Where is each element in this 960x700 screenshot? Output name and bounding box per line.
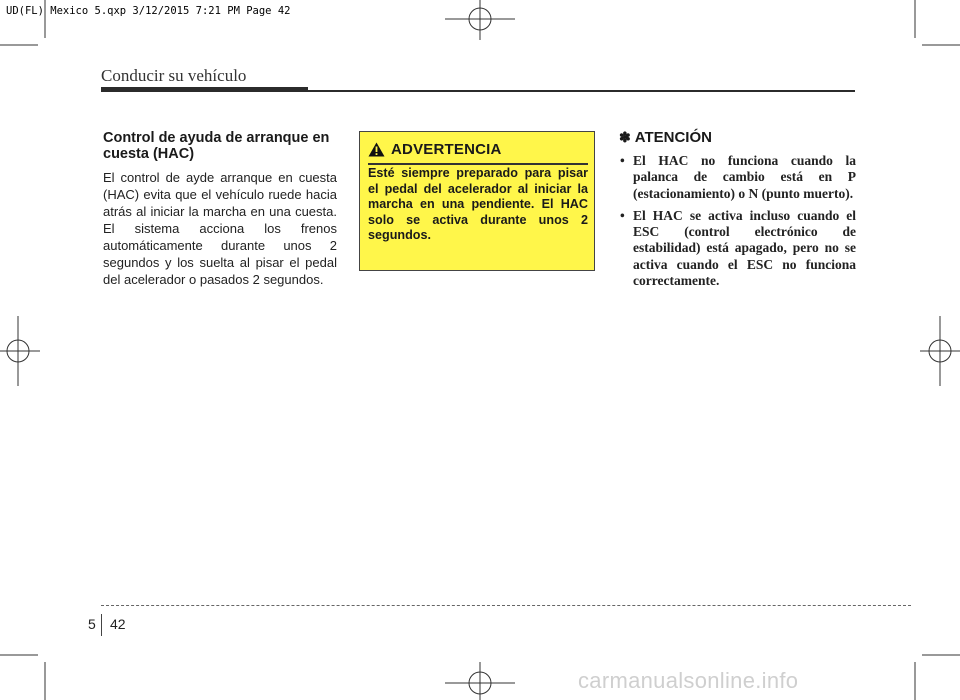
- attention-title-text: ATENCIÓN: [634, 129, 712, 146]
- warning-label: ADVERTENCIA: [391, 141, 502, 158]
- footer-divider: [101, 614, 102, 636]
- footer-rule: [101, 605, 911, 606]
- list-item: [619, 208, 856, 289]
- attention-list: [619, 153, 856, 289]
- attention-star-icon: ✽: [619, 129, 631, 145]
- list-item-text: El HAC se activa incluso cuando el ESC (control electrónico de estabilidad) está apagado, pero no se activa cuando el ESC no funciona correctamente.: [633, 207, 856, 289]
- list-item: [619, 153, 856, 202]
- hac-section-title: Control de ayuda de arranque en cuesta (HAC): [103, 130, 330, 162]
- list-item-text: El HAC no funciona cuando la palanca de cambio está en P (estacionamiento) o N (punto muerto).: [633, 153, 856, 201]
- warning-box: [359, 131, 595, 271]
- page-number: 42: [110, 616, 126, 632]
- warning-header: [368, 141, 502, 158]
- warning-text: Esté siempre preparado para pisar el pedal del acelerador al iniciar la marcha en una pendiente. El HAC solo se activa durante unos 2 segundos.: [368, 166, 588, 243]
- warning-triangle-icon: [368, 142, 385, 157]
- watermark: carmanualsonline.info: [578, 668, 799, 693]
- bullet-icon: •: [620, 207, 625, 223]
- hac-section: [103, 130, 337, 288]
- attention-title: [619, 129, 856, 146]
- attention-section: [619, 129, 856, 295]
- page-chapter-number: 5: [88, 616, 96, 632]
- bullet-icon: •: [620, 153, 625, 168]
- print-slug: UD(FL) Mexico 5.qxp 3/12/2015 7:21 PM Page 42: [6, 5, 291, 17]
- chapter-header-title: Conducir su vehículo: [101, 66, 247, 85]
- header-rule: [101, 90, 855, 92]
- warning-rule: [368, 163, 588, 165]
- hac-section-body: El control de ayde arranque en cuesta (HAC) evita que el vehículo ruede hacia atrás al iniciar la marcha en una cuesta. El sistema acciona los frenos automáticamente durante unos 2 segundos y los suelta al pisar el pedal del acelerador o pasados 2 segundos.: [103, 170, 337, 287]
